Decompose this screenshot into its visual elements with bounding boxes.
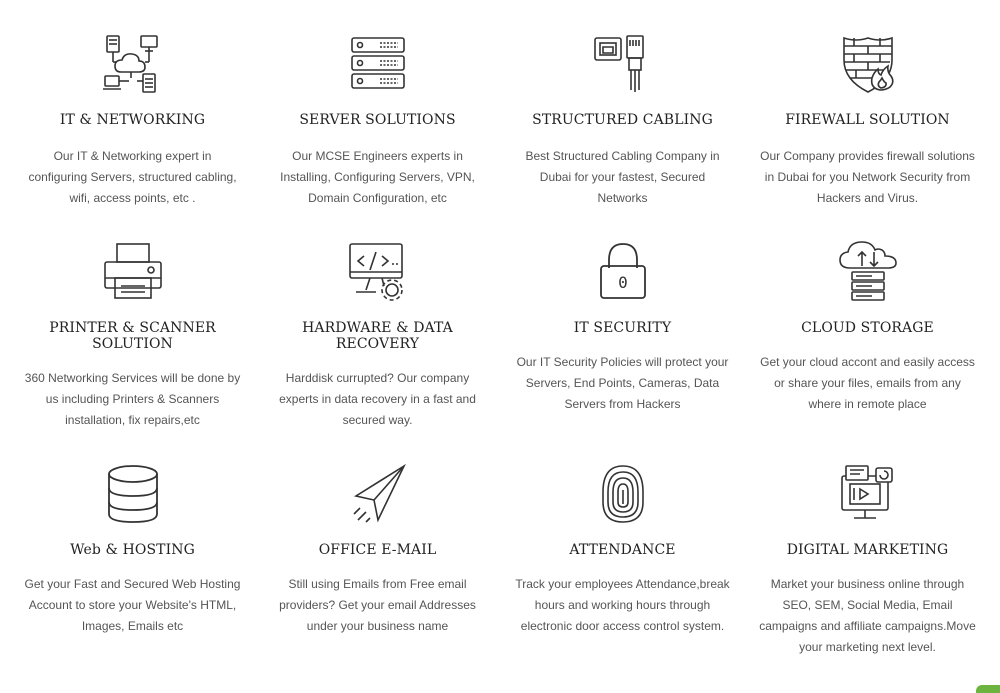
service-card-cloud-storage <box>745 222 990 444</box>
service-title: CLOUD STORAGE <box>801 320 934 336</box>
service-card-server-solutions <box>255 0 500 222</box>
service-description: Best Structured Cabling Company in Dubai for your fastest, Secured Networks <box>525 149 720 205</box>
service-card-it-networking <box>10 0 255 222</box>
service-title: STRUCTURED CABLING <box>532 112 713 128</box>
cabling-icon <box>591 32 655 96</box>
service-card-attendance <box>500 444 745 693</box>
service-card-it-security <box>500 222 745 444</box>
svg-text:0: 0 <box>617 273 628 292</box>
service-title: HARDWARE & DATA RECOVERY <box>302 320 453 352</box>
network-icon <box>101 32 165 96</box>
service-card-office-email <box>255 444 500 693</box>
service-description: Our MCSE Engineers experts in Installing, Configuring Servers, VPN, Domain Configuration, etc <box>280 149 475 205</box>
padlock-icon <box>591 240 655 304</box>
scroll-top-button[interactable] <box>976 685 1000 693</box>
service-description: Get your cloud accont and easily access or share your files, emails from any where in remote place <box>760 355 975 411</box>
service-card-firewall-solution <box>745 0 990 222</box>
service-title: FIREWALL SOLUTION <box>785 112 950 128</box>
service-title: ATTENDANCE <box>569 542 676 558</box>
service-title: DIGITAL MARKETING <box>786 542 949 558</box>
cloud-storage-icon <box>836 240 900 304</box>
service-description: Our Company provides firewall solutions in Dubai for you Network Security from Hackers and Virus. <box>760 149 975 205</box>
service-description: 360 Networking Services will be done by us including Printers & Scanners installation, fix repairs,etc <box>24 371 241 427</box>
service-description: Track your employees Attendance,break hours and working hours through electronic door access control system. <box>515 577 730 633</box>
server-icon <box>346 32 410 96</box>
paper-plane-icon <box>346 462 410 526</box>
service-description: Market your business online through SEO, SEM, Social Media, Email campaigns and affiliate campaigns.Move your marketing next level. <box>759 577 976 654</box>
service-description: Still using Emails from Free email providers? Get your email Addresses under your business name <box>279 577 476 633</box>
service-description: Get your Fast and Secured Web Hosting Account to store your Website's HTML, Images, Emails etc <box>24 577 241 633</box>
code-monitor-gear-icon <box>346 240 410 304</box>
printer-icon <box>101 240 165 304</box>
fingerprint-icon <box>591 462 655 526</box>
service-title: IT & NETWORKING <box>59 112 206 128</box>
service-title: IT SECURITY <box>573 320 672 336</box>
service-card-structured-cabling <box>500 0 745 222</box>
digital-marketing-icon <box>836 462 900 526</box>
service-description: Harddisk currupted? Our company experts in data recovery in a fast and secured way. <box>279 371 476 427</box>
service-title: PRINTER & SCANNER SOLUTION <box>49 320 216 352</box>
service-title: SERVER SOLUTIONS <box>299 112 456 128</box>
service-title: OFFICE E-MAIL <box>318 542 437 558</box>
service-card-web-hosting <box>10 444 255 693</box>
service-card-digital-marketing <box>745 444 990 693</box>
service-description: Our IT & Networking expert in configuring Servers, structured cabling, wifi, access points, etc . <box>28 149 237 205</box>
service-card-hardware-data-recovery <box>255 222 500 444</box>
database-icon <box>101 462 165 526</box>
firewall-icon <box>836 32 900 96</box>
service-title: Web & HOSTING <box>70 542 195 558</box>
service-card-printer-scanner <box>10 222 255 444</box>
services-grid <box>10 0 990 693</box>
service-description: Our IT Security Policies will protect your Servers, End Points, Cameras, Data Servers from Hackers <box>516 355 729 411</box>
